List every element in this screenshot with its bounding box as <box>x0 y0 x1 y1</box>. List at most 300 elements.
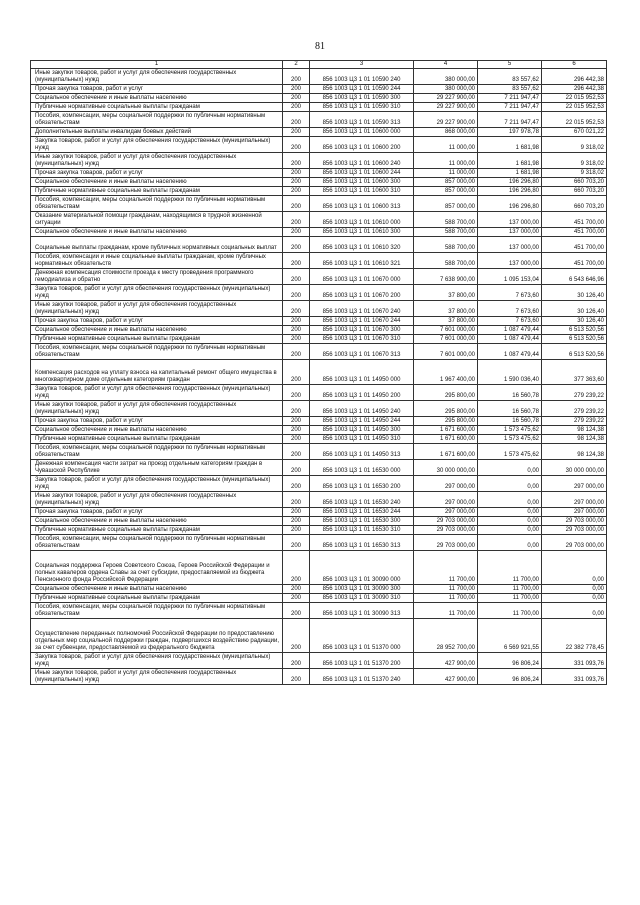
row-code-cell: 200 <box>283 178 310 187</box>
table-row <box>31 653 607 669</box>
row-executed-amount-cell: 7 673,60 <box>478 301 542 317</box>
table-row <box>31 417 607 426</box>
header-cell-4: 4 <box>414 61 478 69</box>
row-name-cell: Осуществление переданных полномочий Российской Федерации по предоставлению отдельных мер социальной поддержки граждан, подвергшихся воздействию радиации, за счет субвенции, предоставляемой из федерального бюджета <box>31 619 283 653</box>
row-remaining-amount-cell: 660 703,20 <box>542 178 607 187</box>
table-row <box>31 517 607 526</box>
header-cell-6: 6 <box>542 61 607 69</box>
table-row <box>31 326 607 335</box>
row-executed-amount-cell: 0,00 <box>478 460 542 476</box>
row-remaining-amount-cell: 377 363,60 <box>542 360 607 385</box>
row-executed-amount-cell: 7 211 947,47 <box>478 112 542 128</box>
table-row <box>31 317 607 326</box>
row-executed-amount-cell: 1 087 479,44 <box>478 326 542 335</box>
table-row <box>31 526 607 535</box>
row-remaining-amount-cell: 279 239,22 <box>542 385 607 401</box>
row-executed-amount-cell: 0,00 <box>478 476 542 492</box>
row-executed-amount-cell: 196 296,80 <box>478 187 542 196</box>
row-classification-code-cell: 856 1003 Ц3 1 01 10590 313 <box>310 112 414 128</box>
row-approved-amount-cell: 29 227 900,00 <box>414 112 478 128</box>
row-name-cell: Закупка товаров, работ и услуг для обеспечения государственных (муниципальных) нужд <box>31 476 283 492</box>
row-approved-amount-cell: 28 952 700,00 <box>414 619 478 653</box>
row-code-cell: 200 <box>283 237 310 253</box>
row-code-cell: 200 <box>283 153 310 169</box>
row-code-cell: 200 <box>283 444 310 460</box>
row-remaining-amount-cell: 6 513 520,56 <box>542 344 607 360</box>
row-code-cell: 200 <box>283 526 310 535</box>
row-executed-amount-cell: 1 573 475,62 <box>478 444 542 460</box>
row-classification-code-cell: 856 1003 Ц3 1 01 10610 300 <box>310 228 414 237</box>
table-row <box>31 585 607 594</box>
row-name-cell: Публичные нормативные социальные выплаты гражданам <box>31 526 283 535</box>
row-approved-amount-cell: 588 700,00 <box>414 237 478 253</box>
row-remaining-amount-cell: 22 015 952,53 <box>542 112 607 128</box>
row-executed-amount-cell: 1 573 475,62 <box>478 426 542 435</box>
row-code-cell: 200 <box>283 476 310 492</box>
table-row <box>31 228 607 237</box>
row-classification-code-cell: 856 1003 Ц3 1 01 10600 313 <box>310 196 414 212</box>
row-name-cell: Иные закупки товаров, работ и услуг для обеспечения государственных (муниципальных) нужд <box>31 69 283 85</box>
row-approved-amount-cell: 11 700,00 <box>414 585 478 594</box>
header-cell-2: 2 <box>283 61 310 69</box>
row-classification-code-cell: 856 1003 Ц3 1 01 10670 000 <box>310 269 414 285</box>
row-classification-code-cell: 856 1003 Ц3 1 01 10590 244 <box>310 85 414 94</box>
row-remaining-amount-cell: 297 000,00 <box>542 476 607 492</box>
row-name-cell: Денежная компенсация стоимости проезда к месту проведения программного гемодиализа и обратно <box>31 269 283 285</box>
row-executed-amount-cell: 7 211 947,47 <box>478 103 542 112</box>
row-executed-amount-cell: 0,00 <box>478 526 542 535</box>
row-approved-amount-cell: 857 000,00 <box>414 196 478 212</box>
table-row <box>31 344 607 360</box>
row-code-cell: 200 <box>283 69 310 85</box>
row-approved-amount-cell: 7 638 900,00 <box>414 269 478 285</box>
row-remaining-amount-cell: 30 126,40 <box>542 301 607 317</box>
row-code-cell: 200 <box>283 301 310 317</box>
row-executed-amount-cell: 137 000,00 <box>478 212 542 228</box>
row-executed-amount-cell: 196 296,80 <box>478 178 542 187</box>
row-name-cell: Прочая закупка товаров, работ и услуг <box>31 417 283 426</box>
row-remaining-amount-cell: 297 000,00 <box>542 492 607 508</box>
table-row <box>31 669 607 685</box>
row-approved-amount-cell: 37 800,00 <box>414 317 478 326</box>
row-remaining-amount-cell: 660 703,20 <box>542 196 607 212</box>
row-executed-amount-cell: 137 000,00 <box>478 237 542 253</box>
table-row <box>31 103 607 112</box>
row-executed-amount-cell: 1 590 036,40 <box>478 360 542 385</box>
table-row <box>31 178 607 187</box>
table-row <box>31 69 607 85</box>
table-row <box>31 435 607 444</box>
row-executed-amount-cell: 137 000,00 <box>478 228 542 237</box>
row-executed-amount-cell: 0,00 <box>478 492 542 508</box>
table-row <box>31 360 607 385</box>
row-executed-amount-cell: 1 573 475,62 <box>478 435 542 444</box>
row-approved-amount-cell: 7 601 000,00 <box>414 344 478 360</box>
row-classification-code-cell: 856 1003 Ц3 1 01 16530 200 <box>310 476 414 492</box>
row-classification-code-cell: 856 1003 Ц3 1 01 30090 000 <box>310 551 414 585</box>
table-header-row <box>31 61 607 69</box>
table-row <box>31 94 607 103</box>
row-executed-amount-cell: 0,00 <box>478 508 542 517</box>
row-approved-amount-cell: 29 703 000,00 <box>414 517 478 526</box>
row-executed-amount-cell: 197 978,78 <box>478 128 542 137</box>
row-classification-code-cell: 856 1003 Ц3 1 01 10590 300 <box>310 94 414 103</box>
table-row <box>31 169 607 178</box>
row-classification-code-cell: 856 1003 Ц3 1 01 10600 200 <box>310 137 414 153</box>
row-name-cell: Пособия, компенсации, меры социальной поддержки по публичным нормативным обязательствам <box>31 344 283 360</box>
table-row <box>31 426 607 435</box>
row-approved-amount-cell: 37 800,00 <box>414 301 478 317</box>
table-row <box>31 492 607 508</box>
budget-table <box>30 60 607 685</box>
row-executed-amount-cell: 16 560,78 <box>478 401 542 417</box>
row-name-cell: Социальное обеспечение и иные выплаты населению <box>31 326 283 335</box>
table-row <box>31 212 607 228</box>
row-remaining-amount-cell: 6 513 520,56 <box>542 326 607 335</box>
row-executed-amount-cell: 137 000,00 <box>478 253 542 269</box>
row-remaining-amount-cell: 297 000,00 <box>542 508 607 517</box>
row-name-cell: Пособия, компенсации, меры социальной поддержки по публичным нормативным обязательствам <box>31 112 283 128</box>
row-remaining-amount-cell: 9 318,02 <box>542 153 607 169</box>
row-remaining-amount-cell: 451 700,00 <box>542 212 607 228</box>
row-name-cell: Прочая закупка товаров, работ и услуг <box>31 85 283 94</box>
row-remaining-amount-cell: 29 703 000,00 <box>542 535 607 551</box>
row-remaining-amount-cell: 22 382 778,45 <box>542 619 607 653</box>
row-name-cell: Иные закупки товаров, работ и услуг для обеспечения государственных (муниципальных) нужд <box>31 401 283 417</box>
row-remaining-amount-cell: 30 126,40 <box>542 285 607 301</box>
row-code-cell: 200 <box>283 385 310 401</box>
row-name-cell: Социальная поддержка Героев Советского Союза, Героев Российской Федерации и полных кавалеров ордена Славы за счет субсидии, предоставляемой из бюджета Пенсионного фонда Российской Федерации <box>31 551 283 585</box>
row-name-cell: Пособия, компенсации, меры социальной поддержки по публичным нормативным обязательствам <box>31 603 283 619</box>
row-approved-amount-cell: 297 000,00 <box>414 492 478 508</box>
row-name-cell: Социальные выплаты гражданам, кроме публичных нормативных социальных выплат <box>31 237 283 253</box>
row-name-cell: Пособия, компенсации, меры социальной поддержки по публичным нормативным обязательствам <box>31 444 283 460</box>
row-remaining-amount-cell: 9 318,02 <box>542 169 607 178</box>
row-classification-code-cell: 856 1003 Ц3 1 01 10590 310 <box>310 103 414 112</box>
row-approved-amount-cell: 11 000,00 <box>414 169 478 178</box>
table-row <box>31 335 607 344</box>
row-name-cell: Социальное обеспечение и иные выплаты населению <box>31 178 283 187</box>
row-remaining-amount-cell: 0,00 <box>542 603 607 619</box>
row-code-cell: 200 <box>283 196 310 212</box>
row-classification-code-cell: 856 1003 Ц3 1 01 16530 310 <box>310 526 414 535</box>
row-code-cell: 200 <box>283 94 310 103</box>
row-executed-amount-cell: 11 700,00 <box>478 585 542 594</box>
row-code-cell: 200 <box>283 137 310 153</box>
row-name-cell: Публичные нормативные социальные выплаты гражданам <box>31 187 283 196</box>
row-name-cell: Иные закупки товаров, работ и услуг для обеспечения государственных (муниципальных) нужд <box>31 669 283 685</box>
row-remaining-amount-cell: 30 126,40 <box>542 317 607 326</box>
row-executed-amount-cell: 7 673,60 <box>478 317 542 326</box>
row-code-cell: 200 <box>283 128 310 137</box>
row-name-cell: Закупка товаров, работ и услуг для обеспечения государственных (муниципальных) нужд <box>31 137 283 153</box>
row-approved-amount-cell: 29 703 000,00 <box>414 526 478 535</box>
table-row <box>31 237 607 253</box>
row-code-cell: 200 <box>283 103 310 112</box>
table-row <box>31 128 607 137</box>
row-classification-code-cell: 856 1003 Ц3 1 01 16530 000 <box>310 460 414 476</box>
row-classification-code-cell: 856 1003 Ц3 1 01 16530 244 <box>310 508 414 517</box>
row-code-cell: 200 <box>283 335 310 344</box>
row-executed-amount-cell: 0,00 <box>478 535 542 551</box>
row-executed-amount-cell: 83 557,62 <box>478 69 542 85</box>
table-row <box>31 285 607 301</box>
row-remaining-amount-cell: 6 543 646,96 <box>542 269 607 285</box>
row-code-cell: 200 <box>283 169 310 178</box>
row-name-cell: Компенсация расходов на уплату взноса на капитальный ремонт общего имущества в многоквартирном доме отдельным категориям граждан <box>31 360 283 385</box>
row-name-cell: Пособия, компенсации, меры социальной поддержки по публичным нормативным обязательствам <box>31 196 283 212</box>
row-code-cell: 200 <box>283 401 310 417</box>
row-code-cell: 200 <box>283 619 310 653</box>
row-approved-amount-cell: 857 000,00 <box>414 178 478 187</box>
row-classification-code-cell: 856 1003 Ц3 1 01 14950 300 <box>310 426 414 435</box>
row-name-cell: Прочая закупка товаров, работ и услуг <box>31 508 283 517</box>
row-remaining-amount-cell: 279 239,22 <box>542 417 607 426</box>
row-code-cell: 200 <box>283 508 310 517</box>
row-approved-amount-cell: 37 800,00 <box>414 285 478 301</box>
table-row <box>31 460 607 476</box>
row-name-cell: Публичные нормативные социальные выплаты гражданам <box>31 335 283 344</box>
row-classification-code-cell: 856 1003 Ц3 1 01 51370 000 <box>310 619 414 653</box>
row-approved-amount-cell: 11 000,00 <box>414 153 478 169</box>
row-executed-amount-cell: 11 700,00 <box>478 594 542 603</box>
table-row <box>31 187 607 196</box>
row-code-cell: 200 <box>283 417 310 426</box>
row-classification-code-cell: 856 1003 Ц3 1 01 10600 310 <box>310 187 414 196</box>
row-approved-amount-cell: 29 703 000,00 <box>414 535 478 551</box>
row-classification-code-cell: 856 1003 Ц3 1 01 10670 200 <box>310 285 414 301</box>
row-approved-amount-cell: 29 227 900,00 <box>414 94 478 103</box>
row-code-cell: 200 <box>283 517 310 526</box>
row-code-cell: 200 <box>283 435 310 444</box>
row-remaining-amount-cell: 98 124,38 <box>542 426 607 435</box>
row-name-cell: Закупка товаров, работ и услуг для обеспечения государственных (муниципальных) нужд <box>31 653 283 669</box>
row-classification-code-cell: 856 1003 Ц3 1 01 16530 300 <box>310 517 414 526</box>
row-name-cell: Иные закупки товаров, работ и услуг для обеспечения государственных (муниципальных) нужд <box>31 492 283 508</box>
row-remaining-amount-cell: 98 124,38 <box>542 435 607 444</box>
row-classification-code-cell: 856 1003 Ц3 1 01 10610 320 <box>310 237 414 253</box>
table-row <box>31 137 607 153</box>
row-approved-amount-cell: 30 000 000,00 <box>414 460 478 476</box>
table-row <box>31 535 607 551</box>
table-row <box>31 269 607 285</box>
row-remaining-amount-cell: 29 703 000,00 <box>542 517 607 526</box>
row-executed-amount-cell: 0,00 <box>478 517 542 526</box>
table-body <box>31 69 607 685</box>
row-approved-amount-cell: 295 800,00 <box>414 417 478 426</box>
row-approved-amount-cell: 7 601 000,00 <box>414 335 478 344</box>
row-classification-code-cell: 856 1003 Ц3 1 01 30090 300 <box>310 585 414 594</box>
row-executed-amount-cell: 11 700,00 <box>478 551 542 585</box>
row-approved-amount-cell: 297 000,00 <box>414 508 478 517</box>
row-remaining-amount-cell: 0,00 <box>542 551 607 585</box>
table-row <box>31 301 607 317</box>
table-row <box>31 112 607 128</box>
table-row <box>31 508 607 517</box>
row-classification-code-cell: 856 1003 Ц3 1 01 10600 300 <box>310 178 414 187</box>
row-classification-code-cell: 856 1003 Ц3 1 01 10670 310 <box>310 335 414 344</box>
row-name-cell: Оказание материальной помощи гражданам, находящимся в трудной жизненной ситуации <box>31 212 283 228</box>
row-executed-amount-cell: 7 211 947,47 <box>478 94 542 103</box>
row-name-cell: Закупка товаров, работ и услуг для обеспечения государственных (муниципальных) нужд <box>31 285 283 301</box>
row-remaining-amount-cell: 331 093,76 <box>542 653 607 669</box>
row-approved-amount-cell: 1 671 600,00 <box>414 426 478 435</box>
row-remaining-amount-cell: 296 442,38 <box>542 85 607 94</box>
row-executed-amount-cell: 11 700,00 <box>478 603 542 619</box>
row-classification-code-cell: 856 1003 Ц3 1 01 10590 240 <box>310 69 414 85</box>
row-remaining-amount-cell: 296 442,38 <box>542 69 607 85</box>
row-approved-amount-cell: 427 900,00 <box>414 653 478 669</box>
row-name-cell: Иные закупки товаров, работ и услуг для обеспечения государственных (муниципальных) нужд <box>31 301 283 317</box>
row-remaining-amount-cell: 6 513 520,56 <box>542 335 607 344</box>
page-number: 81 <box>315 41 325 52</box>
row-classification-code-cell: 856 1003 Ц3 1 01 16530 313 <box>310 535 414 551</box>
row-remaining-amount-cell: 98 124,38 <box>542 444 607 460</box>
row-classification-code-cell: 856 1003 Ц3 1 01 30090 313 <box>310 603 414 619</box>
row-remaining-amount-cell: 331 093,76 <box>542 669 607 685</box>
row-code-cell: 200 <box>283 426 310 435</box>
row-classification-code-cell: 856 1003 Ц3 1 01 10670 244 <box>310 317 414 326</box>
row-executed-amount-cell: 96 806,24 <box>478 669 542 685</box>
table-row <box>31 619 607 653</box>
row-name-cell: Пособия, компенсации, меры социальной поддержки по публичным нормативным обязательствам <box>31 535 283 551</box>
row-executed-amount-cell: 96 806,24 <box>478 653 542 669</box>
row-code-cell: 200 <box>283 285 310 301</box>
row-code-cell: 200 <box>283 253 310 269</box>
row-executed-amount-cell: 1 087 479,44 <box>478 335 542 344</box>
row-executed-amount-cell: 6 569 921,55 <box>478 619 542 653</box>
row-approved-amount-cell: 380 000,00 <box>414 85 478 94</box>
row-approved-amount-cell: 588 700,00 <box>414 253 478 269</box>
row-code-cell: 200 <box>283 187 310 196</box>
row-classification-code-cell: 856 1003 Ц3 1 01 10600 240 <box>310 153 414 169</box>
row-approved-amount-cell: 11 700,00 <box>414 551 478 585</box>
row-code-cell: 200 <box>283 492 310 508</box>
row-code-cell: 200 <box>283 603 310 619</box>
row-executed-amount-cell: 16 560,78 <box>478 417 542 426</box>
row-code-cell: 200 <box>283 317 310 326</box>
header-cell-5: 5 <box>478 61 542 69</box>
header-cell-1: 1 <box>31 61 283 69</box>
row-classification-code-cell: 856 1003 Ц3 1 01 10670 300 <box>310 326 414 335</box>
row-classification-code-cell: 856 1003 Ц3 1 01 14950 313 <box>310 444 414 460</box>
row-executed-amount-cell: 1 681,98 <box>478 169 542 178</box>
row-classification-code-cell: 856 1003 Ц3 1 01 10670 240 <box>310 301 414 317</box>
table-row <box>31 551 607 585</box>
row-approved-amount-cell: 868 000,00 <box>414 128 478 137</box>
row-classification-code-cell: 856 1003 Ц3 1 01 14950 200 <box>310 385 414 401</box>
row-code-cell: 200 <box>283 212 310 228</box>
row-classification-code-cell: 856 1003 Ц3 1 01 51370 200 <box>310 653 414 669</box>
row-approved-amount-cell: 297 000,00 <box>414 476 478 492</box>
row-name-cell: Социальное обеспечение и иные выплаты населению <box>31 228 283 237</box>
row-name-cell: Публичные нормативные социальные выплаты гражданам <box>31 594 283 603</box>
row-code-cell: 200 <box>283 112 310 128</box>
table-row <box>31 476 607 492</box>
row-classification-code-cell: 856 1003 Ц3 1 01 10600 244 <box>310 169 414 178</box>
row-executed-amount-cell: 16 560,78 <box>478 385 542 401</box>
row-approved-amount-cell: 11 700,00 <box>414 594 478 603</box>
table-row <box>31 385 607 401</box>
row-name-cell: Дополнительные выплаты инвалидам боевых действий <box>31 128 283 137</box>
row-remaining-amount-cell: 29 703 000,00 <box>542 526 607 535</box>
row-approved-amount-cell: 7 601 000,00 <box>414 326 478 335</box>
row-remaining-amount-cell: 451 700,00 <box>542 228 607 237</box>
row-approved-amount-cell: 427 900,00 <box>414 669 478 685</box>
row-code-cell: 200 <box>283 228 310 237</box>
row-approved-amount-cell: 857 000,00 <box>414 187 478 196</box>
row-approved-amount-cell: 1 671 600,00 <box>414 435 478 444</box>
row-remaining-amount-cell: 9 318,02 <box>542 137 607 153</box>
row-classification-code-cell: 856 1003 Ц3 1 01 30090 310 <box>310 594 414 603</box>
row-executed-amount-cell: 1 681,98 <box>478 153 542 169</box>
row-name-cell: Социальное обеспечение и иные выплаты населению <box>31 517 283 526</box>
row-code-cell: 200 <box>283 460 310 476</box>
row-approved-amount-cell: 380 000,00 <box>414 69 478 85</box>
row-approved-amount-cell: 588 700,00 <box>414 212 478 228</box>
row-classification-code-cell: 856 1003 Ц3 1 01 10600 000 <box>310 128 414 137</box>
row-classification-code-cell: 856 1003 Ц3 1 01 14950 240 <box>310 401 414 417</box>
row-remaining-amount-cell: 279 239,22 <box>542 401 607 417</box>
row-approved-amount-cell: 588 700,00 <box>414 228 478 237</box>
row-executed-amount-cell: 196 296,80 <box>478 196 542 212</box>
row-executed-amount-cell: 1 095 153,04 <box>478 269 542 285</box>
table-row <box>31 153 607 169</box>
row-code-cell: 200 <box>283 269 310 285</box>
row-name-cell: Прочая закупка товаров, работ и услуг <box>31 317 283 326</box>
row-name-cell: Закупка товаров, работ и услуг для обеспечения государственных (муниципальных) нужд <box>31 385 283 401</box>
row-code-cell: 200 <box>283 360 310 385</box>
table-row <box>31 253 607 269</box>
row-remaining-amount-cell: 30 000 000,00 <box>542 460 607 476</box>
table-row <box>31 603 607 619</box>
row-remaining-amount-cell: 22 015 952,53 <box>542 103 607 112</box>
row-remaining-amount-cell: 0,00 <box>542 594 607 603</box>
row-code-cell: 200 <box>283 551 310 585</box>
table-row <box>31 444 607 460</box>
row-name-cell: Социальное обеспечение и иные выплаты населению <box>31 94 283 103</box>
row-name-cell: Социальное обеспечение и иные выплаты населению <box>31 426 283 435</box>
row-approved-amount-cell: 11 700,00 <box>414 603 478 619</box>
row-classification-code-cell: 856 1003 Ц3 1 01 14950 000 <box>310 360 414 385</box>
row-name-cell: Прочая закупка товаров, работ и услуг <box>31 169 283 178</box>
row-name-cell: Денежная компенсация части затрат на проезд отдельным категориям граждан в Чувашской Республике <box>31 460 283 476</box>
row-executed-amount-cell: 83 557,62 <box>478 85 542 94</box>
row-approved-amount-cell: 295 800,00 <box>414 385 478 401</box>
header-cell-3: 3 <box>310 61 414 69</box>
row-code-cell: 200 <box>283 669 310 685</box>
row-name-cell: Публичные нормативные социальные выплаты гражданам <box>31 103 283 112</box>
row-name-cell: Социальное обеспечение и иные выплаты населению <box>31 585 283 594</box>
row-code-cell: 200 <box>283 585 310 594</box>
row-approved-amount-cell: 11 000,00 <box>414 137 478 153</box>
row-approved-amount-cell: 1 967 400,00 <box>414 360 478 385</box>
table-row <box>31 594 607 603</box>
row-classification-code-cell: 856 1003 Ц3 1 01 51370 240 <box>310 669 414 685</box>
row-remaining-amount-cell: 660 703,20 <box>542 187 607 196</box>
row-remaining-amount-cell: 451 700,00 <box>542 253 607 269</box>
row-classification-code-cell: 856 1003 Ц3 1 01 16530 240 <box>310 492 414 508</box>
row-classification-code-cell: 856 1003 Ц3 1 01 10610 000 <box>310 212 414 228</box>
row-classification-code-cell: 856 1003 Ц3 1 01 10670 313 <box>310 344 414 360</box>
row-code-cell: 200 <box>283 326 310 335</box>
row-executed-amount-cell: 7 673,60 <box>478 285 542 301</box>
row-name-cell: Пособия, компенсации и иные социальные выплаты гражданам, кроме публичных нормативных обязательств <box>31 253 283 269</box>
table-row <box>31 401 607 417</box>
row-classification-code-cell: 856 1003 Ц3 1 01 14950 310 <box>310 435 414 444</box>
row-remaining-amount-cell: 451 700,00 <box>542 237 607 253</box>
table-row <box>31 85 607 94</box>
